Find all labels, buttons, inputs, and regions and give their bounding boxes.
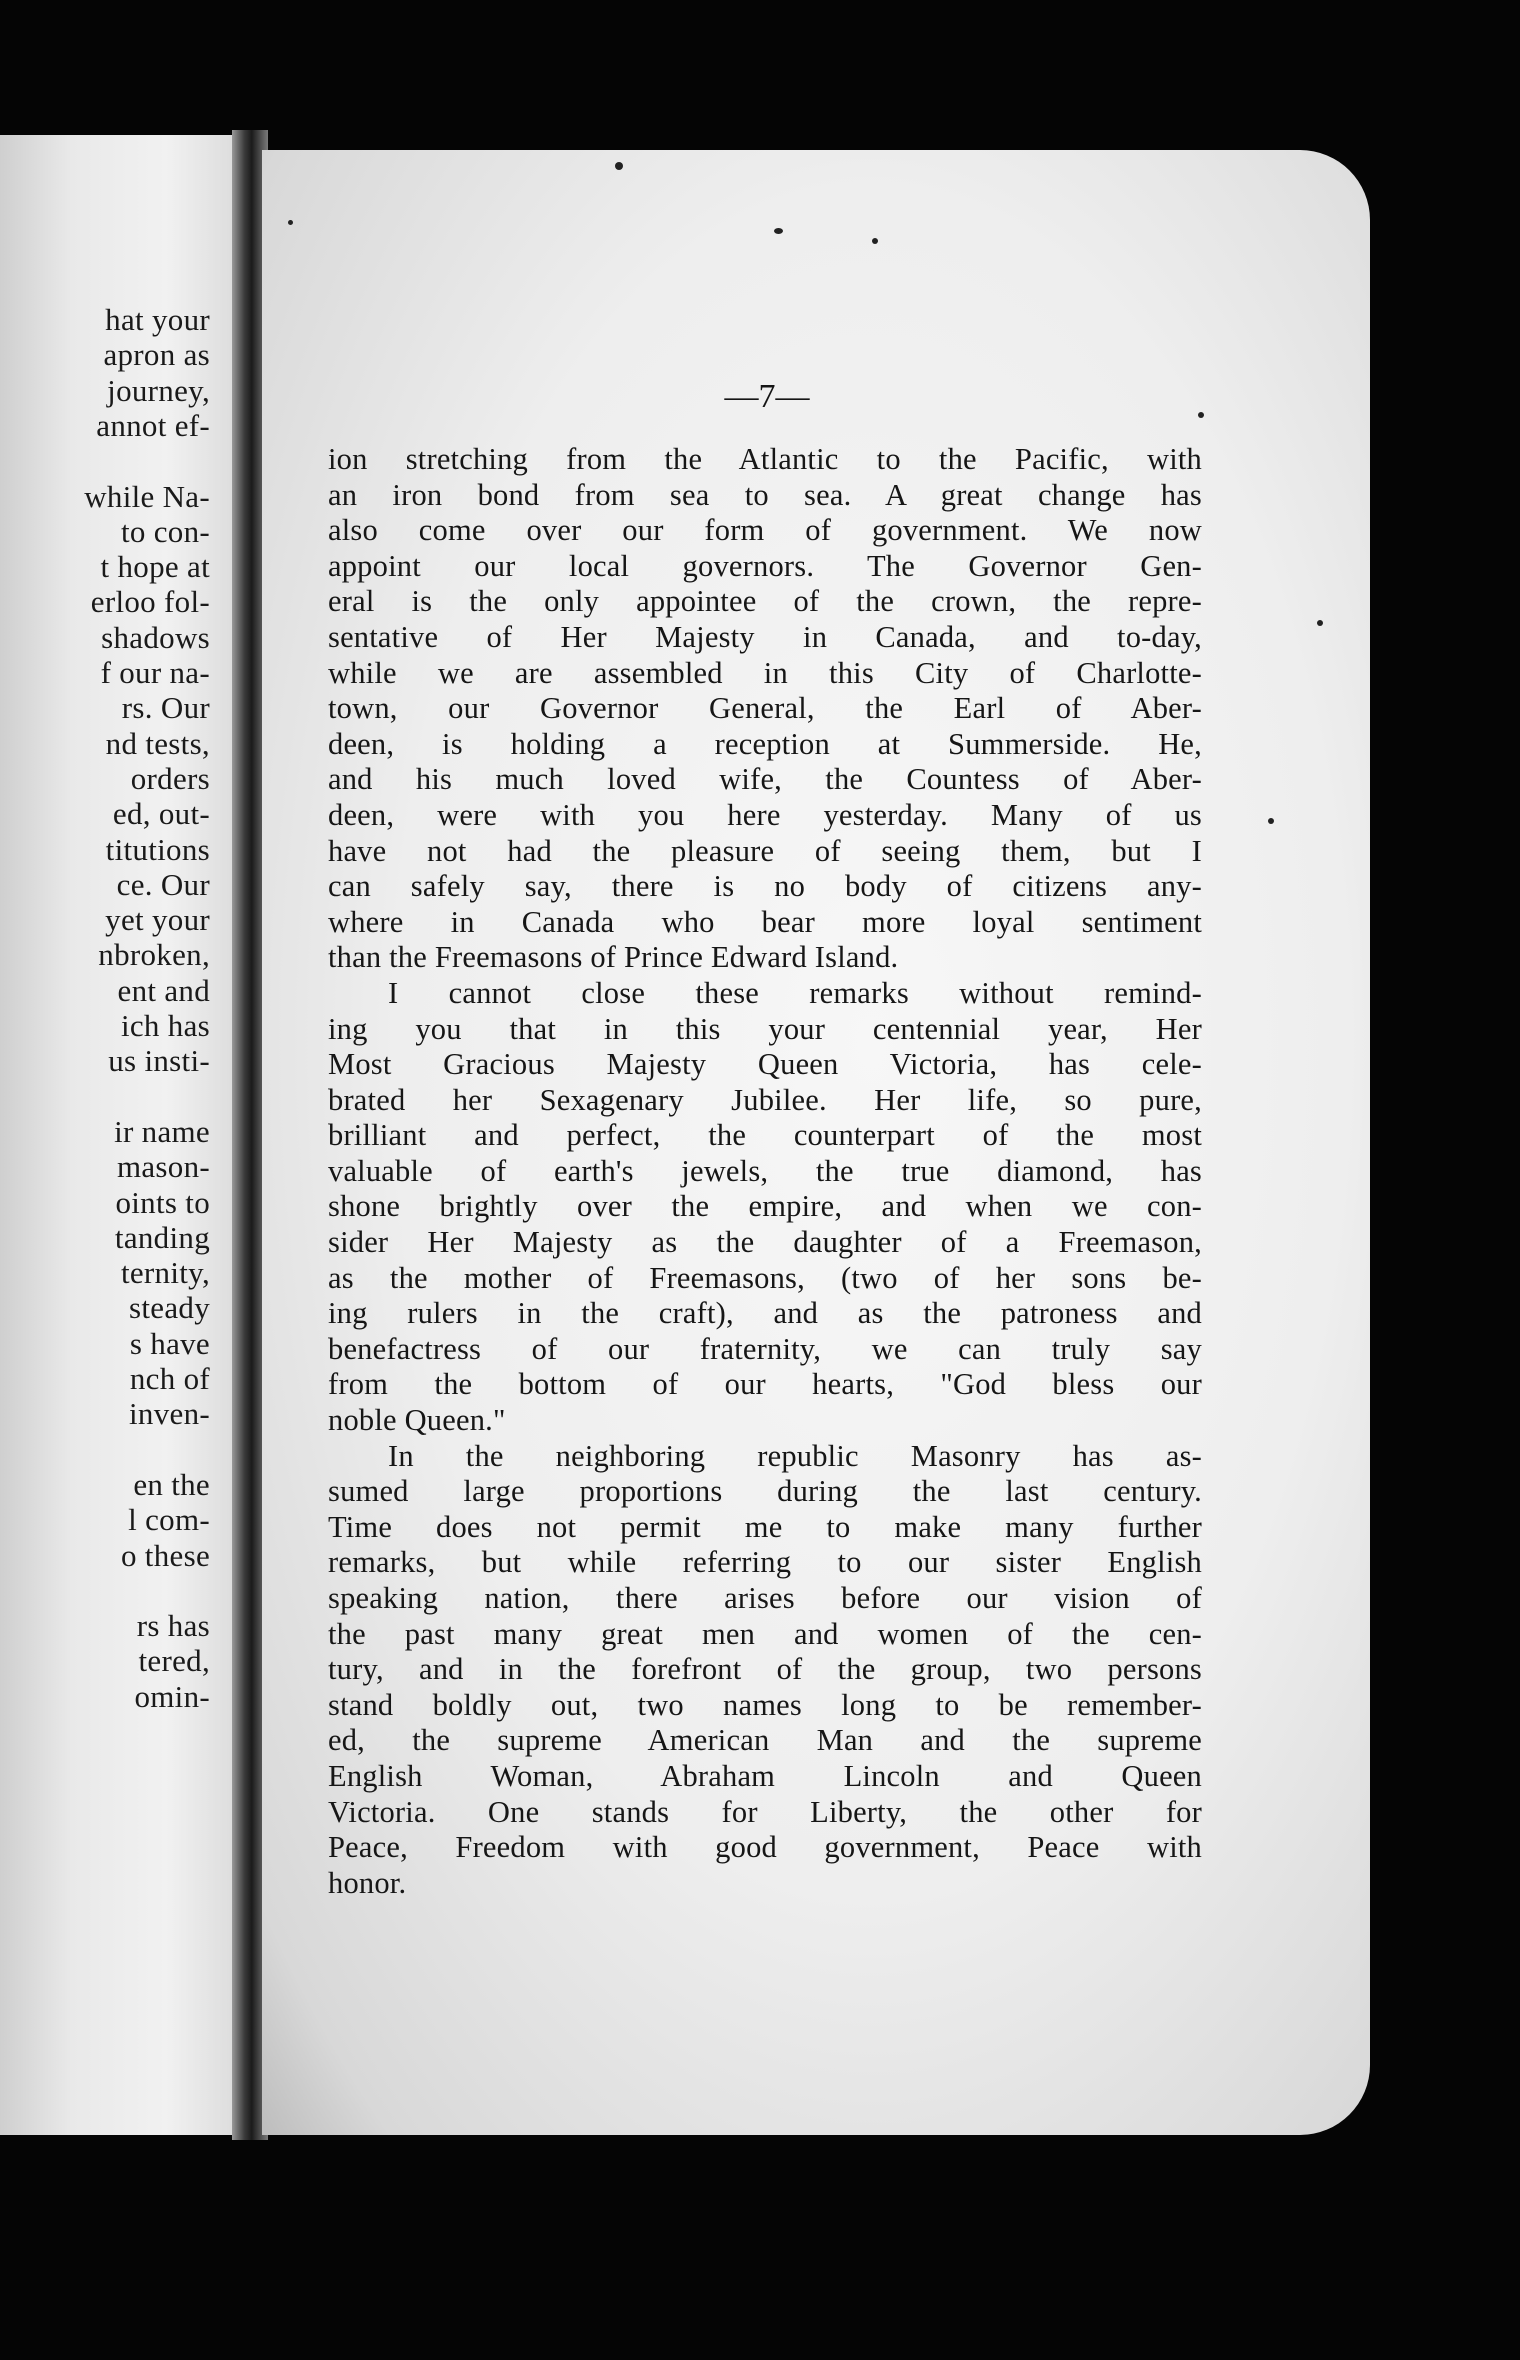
- text-line: an iron bond from sea to sea. A great change has: [328, 477, 1202, 512]
- left-page-line: erloo fol-: [90, 584, 210, 620]
- left-page-line: inven-: [129, 1396, 210, 1432]
- text-line: town, our Governor General, the Earl of Aber-: [328, 691, 1202, 726]
- left-page-line: tered,: [138, 1643, 210, 1679]
- left-page-line: rs. Our: [121, 690, 210, 726]
- speck-mark: [1317, 620, 1323, 626]
- left-page-line: ed, out-: [112, 796, 210, 832]
- text-line: eral is the only appointee of the crown, the repre-: [328, 584, 1202, 619]
- left-page-line: nd tests,: [105, 725, 210, 761]
- text-line: English Woman, Abraham Lincoln and Queen: [328, 1758, 1202, 1793]
- left-page-line: annot ef-: [96, 407, 210, 443]
- left-page-line: rs has: [136, 1608, 210, 1644]
- text-line: valuable of earth's jewels, the true diamond, has: [328, 1153, 1202, 1188]
- text-line: shone brightly over the empire, and when we con-: [328, 1189, 1202, 1224]
- text-line: ing you that in this your centennial year, Her: [328, 1011, 1202, 1046]
- left-page-line: titutions: [105, 831, 210, 867]
- page-number: —7—: [724, 378, 810, 415]
- text-line: and his much loved wife, the Countess of Aber-: [328, 762, 1202, 797]
- left-page-line: nch of: [129, 1361, 210, 1396]
- text-line: speaking nation, there arises before our vision of: [328, 1581, 1202, 1615]
- text-line: brated her Sexagenary Jubilee. Her life, so pure,: [328, 1082, 1202, 1117]
- text-line: as the mother of Freemasons, (two of her sons be-: [328, 1260, 1202, 1295]
- speck-mark: [615, 162, 623, 170]
- left-page-line: yet your: [105, 902, 210, 938]
- left-page-line: oints to: [115, 1184, 210, 1220]
- text-line: Time does not permit me to make many further: [328, 1509, 1202, 1544]
- text-line: from the bottom of our hearts, "God bless our: [328, 1367, 1202, 1402]
- left-page-line: en the: [133, 1466, 210, 1502]
- text-line: tury, and in the forefront of the group, two persons: [328, 1652, 1202, 1687]
- left-page-line: f our na-: [100, 655, 210, 690]
- left-page-line: shadows: [101, 619, 210, 655]
- text-line: benefactress of our fraternity, we can truly say: [328, 1331, 1202, 1366]
- speck-mark: [1268, 818, 1274, 824]
- left-page-line: ent and: [117, 972, 210, 1008]
- text-line: sumed large proportions during the last century.: [328, 1474, 1202, 1509]
- text-line: In the neighboring republic Masonry has as-: [388, 1438, 1202, 1473]
- text-line: Peace, Freedom with good government, Peace with: [328, 1830, 1202, 1865]
- text-line: have not had the pleasure of seeing them, but I: [328, 833, 1202, 868]
- left-page-line: o these: [120, 1537, 210, 1573]
- text-line: brilliant and perfect, the counterpart of the most: [328, 1118, 1202, 1153]
- left-page-line: us insti-: [108, 1043, 210, 1079]
- left-page-line: l com-: [128, 1502, 210, 1538]
- text-line: remarks, but while referring to our sister English: [328, 1545, 1202, 1580]
- left-page-line: nbroken,: [98, 937, 210, 973]
- text-line: sider Her Majesty as the daughter of a Freemason,: [328, 1225, 1202, 1260]
- text-line: than the Freemasons of Prince Edward Island.: [328, 940, 899, 975]
- text-line: I cannot close these remarks without remind-: [388, 975, 1202, 1010]
- left-page-line: mason-: [116, 1149, 210, 1185]
- text-line: ing rulers in the craft), and as the patroness and: [328, 1296, 1202, 1331]
- speck-mark: [288, 220, 293, 225]
- text-line: sentative of Her Majesty in Canada, and to-day,: [328, 619, 1202, 654]
- left-page-line: to con-: [120, 513, 210, 549]
- speck-mark: [774, 228, 783, 234]
- text-line: appoint our local governors. The Governor Gen-: [328, 548, 1202, 583]
- left-page-line: while Na-: [84, 478, 210, 514]
- text-line: ion stretching from the Atlantic to the Pacific, with: [328, 442, 1202, 476]
- left-page-line: omin-: [134, 1678, 210, 1714]
- text-line: deen, is holding a reception at Summerside. He,: [328, 726, 1202, 761]
- left-page-line: t hope at: [100, 549, 210, 585]
- left-page-line: s have: [129, 1325, 210, 1361]
- text-line: deen, were with you here yesterday. Many of us: [328, 797, 1202, 832]
- text-line: noble Queen.": [328, 1403, 506, 1438]
- text-line: can safely say, there is no body of citizens any-: [328, 869, 1202, 904]
- left-page-line: ir name: [114, 1113, 210, 1149]
- left-facing-page: [0, 135, 238, 2135]
- text-line: Victoria. One stands for Liberty, the other for: [328, 1794, 1202, 1829]
- left-page-line: ternity,: [120, 1255, 210, 1291]
- left-page-line: hat your: [105, 302, 210, 337]
- text-line: honor.: [328, 1865, 407, 1900]
- text-line: while we are assembled in this City of Charlotte-: [328, 655, 1202, 690]
- left-page-line: orders: [130, 760, 210, 796]
- left-page-line: ce. Our: [116, 866, 210, 902]
- text-line: where in Canada who bear more loyal sentiment: [328, 904, 1202, 939]
- right-page: [262, 150, 1370, 2135]
- text-line: stand boldly out, two names long to be remember-: [328, 1687, 1202, 1722]
- text-line: the past many great men and women of the cen-: [328, 1616, 1202, 1651]
- left-page-line: steady: [129, 1290, 210, 1326]
- text-line: ed, the supreme American Man and the supreme: [328, 1723, 1202, 1758]
- speck-mark: [1198, 412, 1204, 418]
- left-page-line: journey,: [107, 372, 210, 408]
- left-page-line: ich has: [120, 1008, 210, 1043]
- speck-mark: [872, 238, 878, 244]
- left-page-line: apron as: [103, 337, 210, 373]
- left-page-line: tanding: [114, 1219, 210, 1255]
- text-line: also come over our form of government. We now: [328, 513, 1202, 548]
- body-text: [328, 442, 1202, 1901]
- text-line: Most Gracious Majesty Queen Victoria, has cele-: [328, 1047, 1202, 1082]
